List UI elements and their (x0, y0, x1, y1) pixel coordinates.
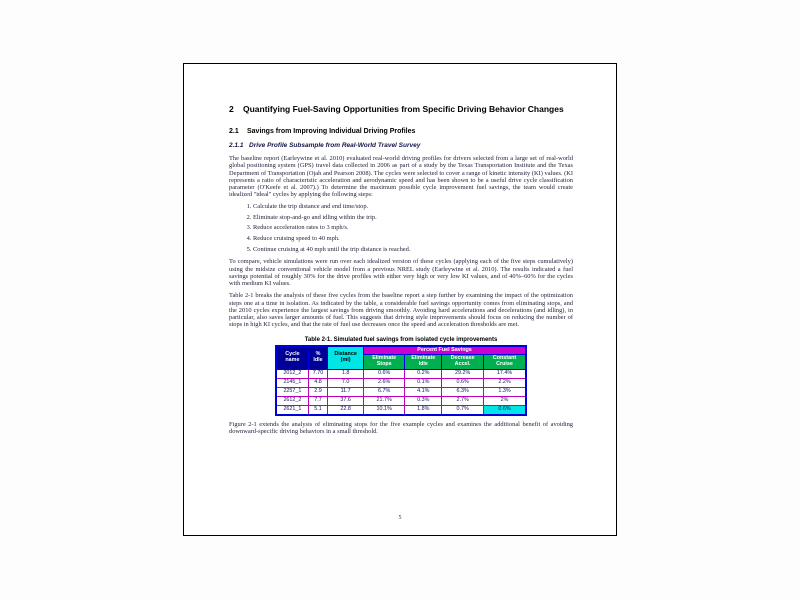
table-cell: 0.1% (405, 379, 442, 388)
paragraph-1: The baseline report (Earleywine et al. 2010) evaluated real-world driving profiles for drivers selected from a large set of real-world global positioning system (GPS) travel data collected in 2006 as part of a study by the Texas Transportation Institute and the Texas Department of Transportation (Ojah and Pearson 2008). The cycles were selected to cover a range of kinetic intensity (KI) values. (KI represents a ratio of characteristic acceleration and aerodynamic speed and has been shown to be a useful drive cycle classification parameter (O'Keefe et al. 2007).) To determine the maximum possible cycle improvement fuel savings, the team would create idealized "ideal" cycles by applying the following steps: (229, 155, 573, 199)
table-cell: 7.0 (328, 379, 364, 388)
subsection-number: 2.1 (229, 128, 239, 136)
subsection-title: Savings from Improving Individual Driving Profiles (247, 128, 416, 136)
table-cell: 2145_1 (276, 379, 308, 388)
paragraph-4: Figure 2-1 extends the analysis of eliminating stops for the five example cycles and examines the additional benefit of avoiding downward-specific driving behaviors in a small threshold. (229, 421, 573, 436)
table-cell: 0.7% (442, 406, 484, 415)
section-heading (229, 104, 573, 115)
table-cell: 37.6 (328, 397, 364, 406)
table-header-group-cell: Percent Fuel Savings (364, 346, 526, 355)
table-cell: 0.6% (364, 370, 405, 379)
paragraph-3: Table 2-1 breaks the analysis of these five cycles from the baseline report a step further by examining the impact of the optimization steps one at a time in isolation. As indicated by the table, a considerable fuel savings opportunity comes from eliminating stops, and the 2010 cycles experience the largest savings from driving smoothly. Avoiding hard accelerations and decelerations (and idling), in particular, also saves larger amounts of fuel. This suggests that driving style improvements should focus on reducing the number of stops in high KI cycles, and that the rate of fuel use decreases once the speed and acceleration thresholds are met. (229, 292, 573, 329)
table-header-cell: Distance (mi) (328, 346, 364, 370)
subsubsection-title: Drive Profile Subsample from Real-World Travel Survey (249, 142, 421, 150)
table-cell: 21.7% (364, 397, 405, 406)
paragraph-2: To compare, vehicle simulations were run over each idealized version of these cycles (applying each of the five steps cumulatively) using the midsize conventional vehicle model from a previous NREL study (Earleywine et al. 2010). The results indicated a fuel savings potential of roughly 30% for the drive profiles with either very high or very low KI values, and of 40%–60% for the cycles with medium KI values. (229, 258, 573, 288)
table-subheader-cell: Eliminate Stops (364, 355, 405, 370)
table-row (276, 397, 526, 406)
table-cell: 1.3% (484, 388, 527, 397)
table-cell: 10.1% (364, 406, 405, 415)
table-header-row (276, 346, 526, 355)
table-cell: 11.7 (328, 388, 364, 397)
table-cell: 1.8 (328, 370, 364, 379)
table-subheader-cell: Constant Cruise (484, 355, 527, 370)
table-cell: 2.7% (442, 397, 484, 406)
improvement-steps-list (229, 203, 573, 254)
table-cell: 2.2% (484, 379, 527, 388)
table-cell: 4.1% (405, 388, 442, 397)
table-cell: 0.2% (405, 370, 442, 379)
fuel-savings-table (275, 345, 527, 417)
table-cell: 4.8 (308, 379, 327, 388)
section-title: Quantifying Fuel-Saving Opportunities from Specific Driving Behavior Changes (243, 104, 564, 114)
table-cell: 2% (484, 397, 527, 406)
table-cell: 29.2% (442, 370, 484, 379)
table-subheader-cell: Decrease Accel. (442, 355, 484, 370)
section-number: 2 (229, 104, 234, 114)
document-page (183, 63, 617, 536)
table-row (276, 370, 526, 379)
table-cell: 2.9 (308, 388, 327, 397)
table-header-cell: Cycle name (276, 346, 308, 370)
table-cell: 0.6% (442, 379, 484, 388)
table-cell: 0.3% (405, 397, 442, 406)
table-cell: 2621_1 (276, 406, 308, 415)
table-cell: 17.4% (484, 370, 527, 379)
list-item: 2. Eliminate stop-and-go and idling within the trip. (253, 214, 573, 221)
table-row (276, 379, 526, 388)
table-cell: 6.3% (442, 388, 484, 397)
table-cell: 6.7% (364, 388, 405, 397)
table-row (276, 406, 526, 415)
table-cell: 2257_1 (276, 388, 308, 397)
table-cell: 2012_2 (276, 370, 308, 379)
table-cell: 2.6% (364, 379, 405, 388)
table-cell: 2612_2 (276, 397, 308, 406)
table-cell: 0.6% (484, 406, 527, 415)
table-row (276, 388, 526, 397)
subsubsection-number: 2.1.1 (229, 142, 244, 150)
table-header-cell: % Idle (308, 346, 327, 370)
subsection-heading (229, 128, 573, 136)
table-caption: Table 2-1. Simulated fuel savings from isolated cycle improvements (304, 336, 498, 343)
page-number: 5 (398, 515, 402, 521)
list-item: 1. Calculate the trip distance and end time/stop. (253, 203, 573, 210)
list-item: 3. Reduce acceleration rates to 3 mph/s. (253, 224, 573, 231)
table-cell: 1.8% (405, 406, 442, 415)
table-subheader-cell: Eliminate Idle (405, 355, 442, 370)
table-cell: 7.7 (308, 397, 327, 406)
table-cell: 5.1 (308, 406, 327, 415)
list-item: 5. Continue cruising at 40 mph until the trip distance is reached. (253, 246, 573, 253)
table-cell: 22.8 (328, 406, 364, 415)
subsubsection-heading (229, 142, 573, 150)
table-cell: 7.70 (308, 370, 327, 379)
list-item: 4. Reduce cruising speed to 40 mph. (253, 235, 573, 242)
